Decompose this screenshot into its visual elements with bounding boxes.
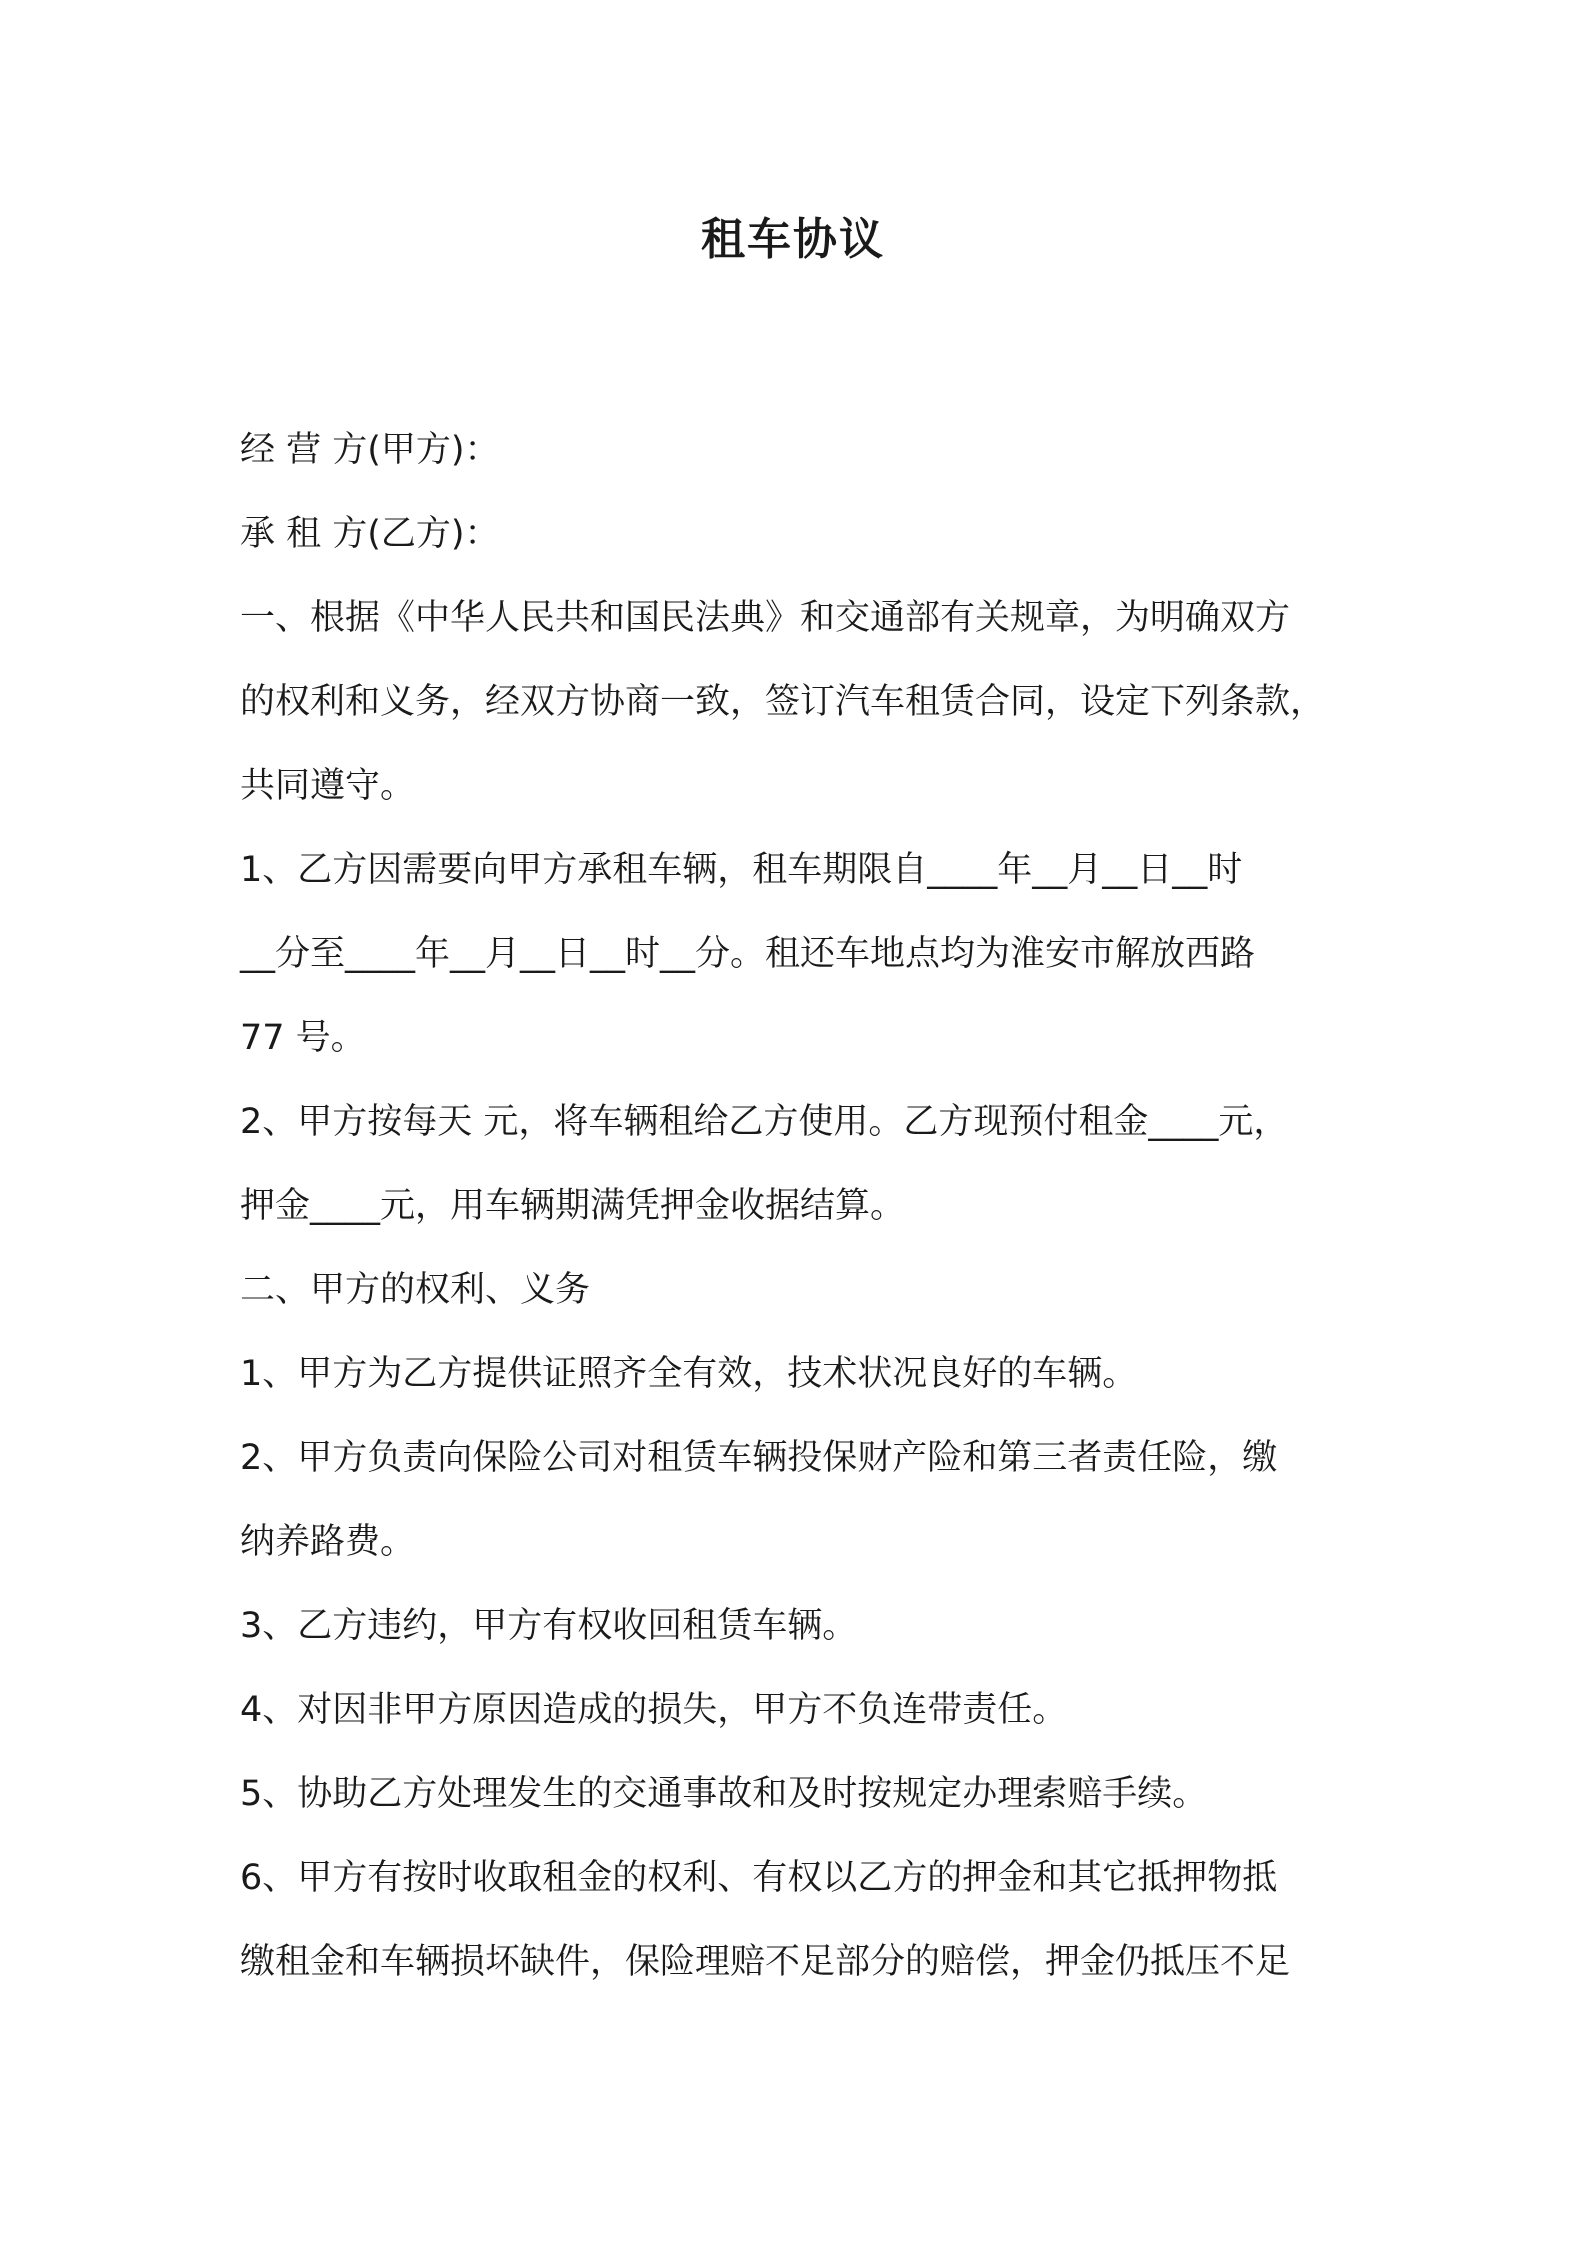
paragraph-line: 5、协助乙方处理发生的交通事故和及时按规定办理索赔手续。 [240, 1774, 1208, 1814]
paragraph-line: 纳养路费。 [240, 1522, 416, 1562]
paragraph-line: 1、乙方因需要向甲方承租车辆，租车期限自____年__月__日__时 [240, 850, 1243, 890]
paragraph-line: 2、甲方负责向保险公司对租赁车辆投保财产险和第三者责任险，缴 [240, 1438, 1278, 1478]
paragraph-line: 2、甲方按每天 元，将车辆租给乙方使用。乙方现预付租金____元， [240, 1102, 1289, 1142]
paragraph-line: 的权利和义务，经双方协商一致，签订汽车租赁合同，设定下列条款， [240, 682, 1326, 722]
paragraph-line: 一、根据《中华人民共和国民法典》和交通部有关规章，为明确双方 [240, 598, 1291, 638]
party-a-line: 经 营 方(甲方)： [240, 430, 500, 470]
document-title: 租车协议 [701, 214, 885, 265]
paragraph-line: 缴租金和车辆损坏缺件，保险理赔不足部分的赔偿，押金仍抵压不足 [240, 1942, 1291, 1982]
party-b-line: 承 租 方(乙方)： [240, 514, 500, 554]
document-body [240, 408, 1360, 2004]
paragraph-line: 押金____元，用车辆期满凭押金收据结算。 [240, 1186, 906, 1226]
section-heading: 二、甲方的权利、义务 [240, 1270, 591, 1310]
paragraph-line: 6、甲方有按时收取租金的权利、有权以乙方的押金和其它抵押物抵 [240, 1858, 1278, 1898]
paragraph-line: 共同遵守。 [240, 766, 416, 806]
paragraph-line: 4、对因非甲方原因造成的损失，甲方不负连带责任。 [240, 1690, 1068, 1730]
paragraph-line: __分至____年__月__日__时__分。租还车地点均为淮安市解放西路 [240, 934, 1256, 974]
paragraph-line: 77 号。 [240, 1018, 366, 1058]
paragraph-line: 3、乙方违约，甲方有权收回租赁车辆。 [240, 1606, 858, 1646]
paragraph-line: 1、甲方为乙方提供证照齐全有效，技术状况良好的车辆。 [240, 1354, 1138, 1394]
